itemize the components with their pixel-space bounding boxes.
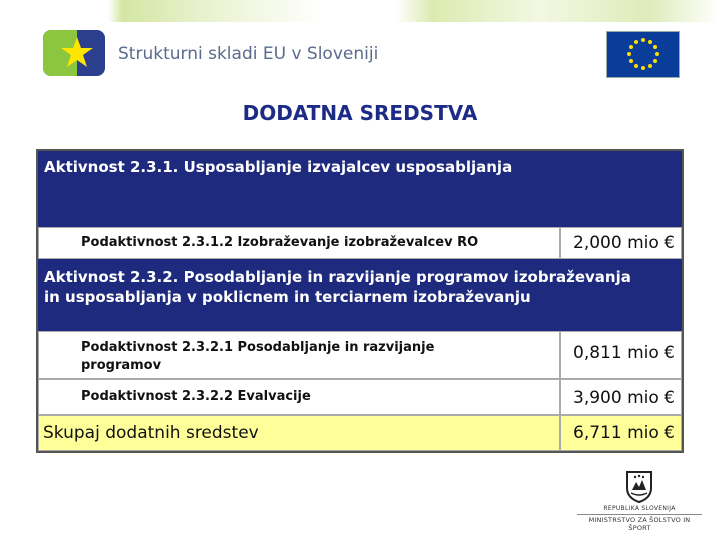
subactivity-label: Podaktivnost 2.3.1.2 Izobraževanje izobraževalcev RO [81, 235, 479, 250]
subactivity-label-line1: Podaktivnost 2.3.2.1 Posodabljanje in razvijanje [81, 340, 435, 355]
top-banner [0, 0, 720, 22]
activity-label-line2: in usposabljanja v poklicnem in terciarnem izobraževanju [44, 288, 531, 306]
star-logo-icon [59, 36, 95, 70]
subactivity-value: 3,900 mio € [573, 388, 675, 408]
activity-label: Aktivnost 2.3.1. Usposabljanje izvajalcev usposabljanja [44, 158, 513, 176]
subactivity-value: 0,811 mio € [573, 343, 675, 363]
structural-funds-logo [43, 30, 105, 76]
brand-text: Strukturni skladi EU v Sloveniji [118, 44, 379, 64]
ministry-label: MINISTRSTVO ZA ŠOLSTVO IN ŠPORT [577, 514, 702, 532]
republic-label: REPUBLIKA SLOVENIJA [603, 505, 676, 512]
subactivity-label-line2: programov [81, 358, 162, 373]
subactivity-row [38, 379, 682, 415]
coat-of-arms-icon [624, 470, 654, 508]
activity-label-line1: Aktivnost 2.3.2. Posodabljanje in razvijanje programov izobraževanja [44, 268, 631, 286]
activity-row-1 [38, 151, 682, 227]
subactivity-row [38, 227, 682, 259]
eu-flag-icon [606, 31, 680, 78]
total-row [38, 415, 682, 451]
subactivity-label: Podaktivnost 2.3.2.2 Evalvacije [81, 389, 311, 404]
activity-row-2 [38, 259, 682, 331]
page-title: DODATNA SREDSTVA [242, 101, 478, 125]
subactivity-value: 2,000 mio € [573, 233, 675, 253]
funds-table [36, 149, 684, 453]
total-value: 6,711 mio € [573, 423, 675, 443]
total-label: Skupaj dodatnih sredstev [43, 423, 259, 443]
subactivity-row [38, 331, 682, 379]
